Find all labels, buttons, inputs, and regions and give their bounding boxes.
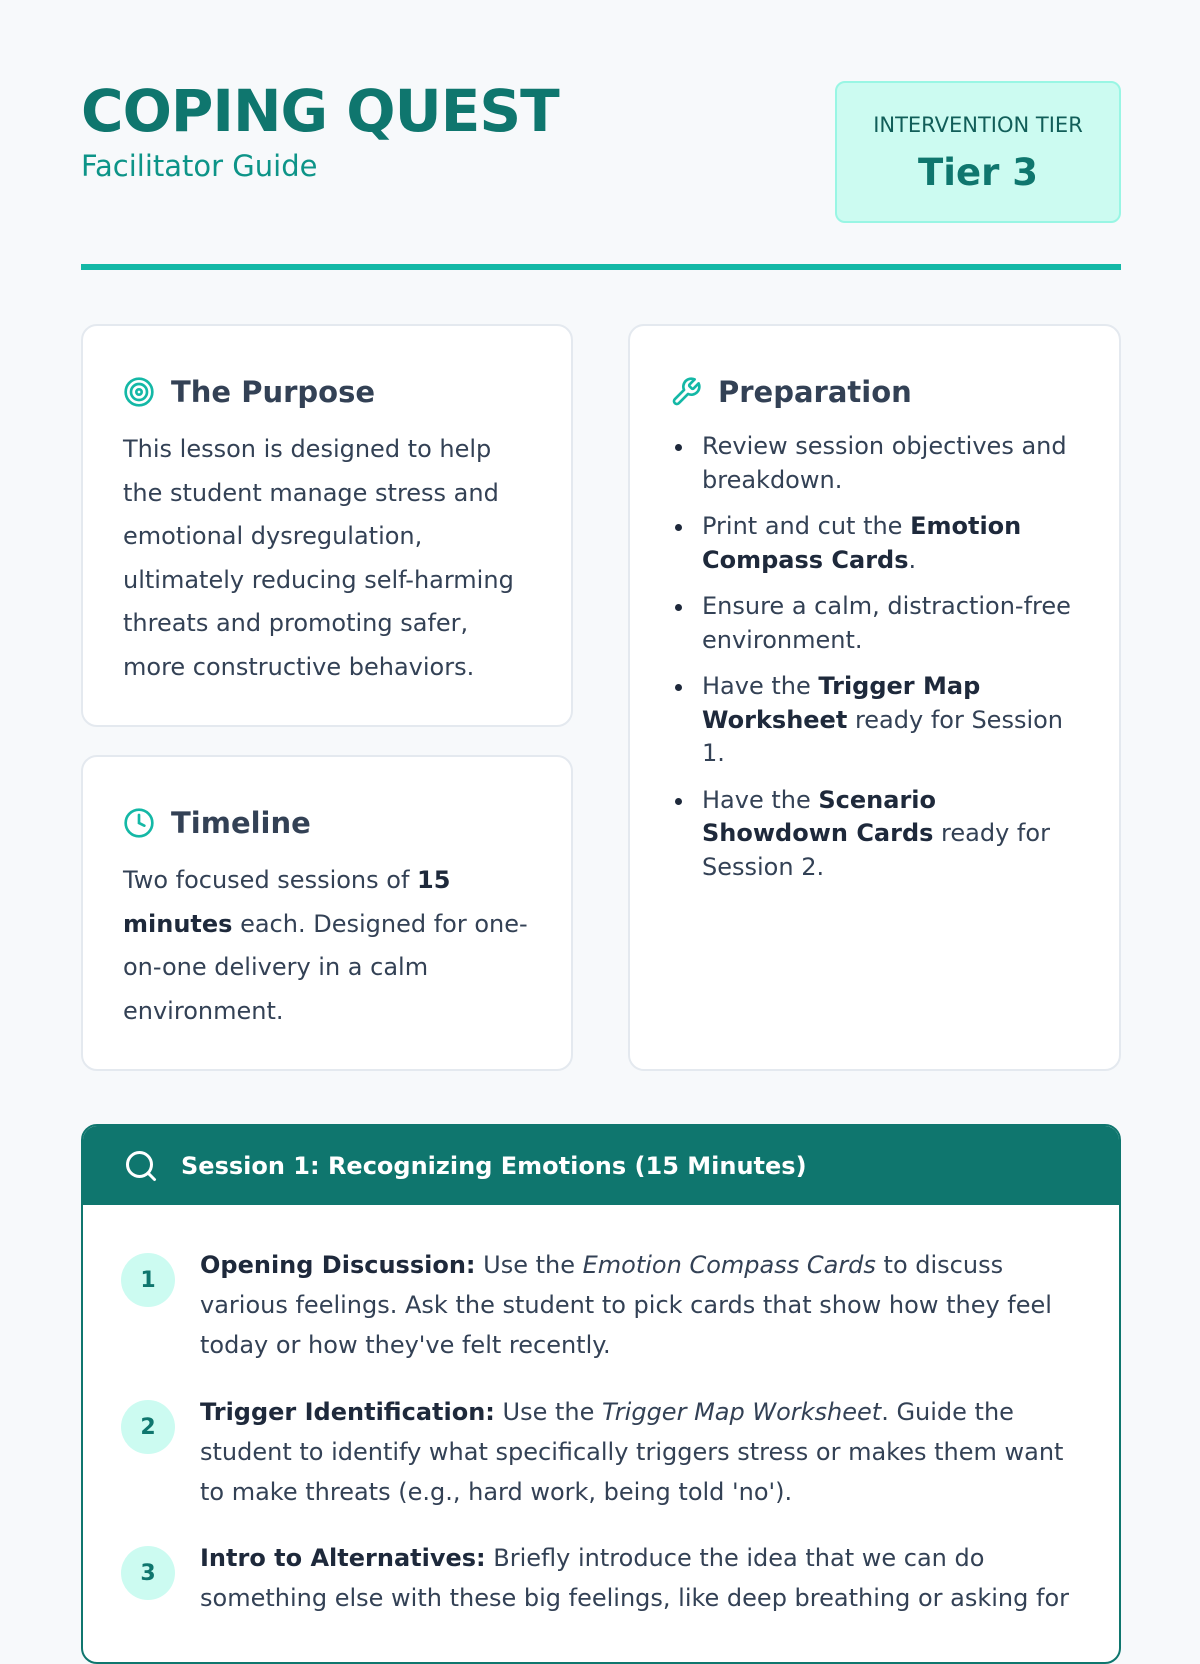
prep-text: Print and cut the — [702, 512, 911, 540]
preparation-item — [702, 784, 1079, 885]
target-icon — [123, 376, 155, 408]
timeline-duration: 15 minutes — [123, 866, 451, 938]
prep-text-post: . — [908, 545, 917, 574]
step-text — [200, 1245, 1073, 1365]
prep-text: Review session objectives and breakdown. — [702, 432, 1067, 494]
facilitator-guide-page — [81, 0, 1121, 1612]
step-number-badge: 3 — [121, 1546, 175, 1600]
prep-text: Have the — [702, 785, 819, 814]
step-text-post: . Guide the student to identify what specifically triggers stress or makes them want to make threats (e.g., hard work, being told 'no'). — [200, 1398, 1064, 1506]
timeline-title: Timeline — [171, 806, 311, 840]
step-label: Intro to Alternatives: — [200, 1544, 486, 1572]
step-number-badge: 1 — [121, 1253, 175, 1307]
step-label: Trigger Identification: — [200, 1398, 495, 1426]
session-1-title: Session 1: Recognizing Emotions (15 Minutes) — [181, 1151, 807, 1180]
preparation-list — [702, 430, 1079, 897]
timeline-text — [123, 859, 531, 1033]
purpose-card-header — [123, 372, 375, 412]
step-text-pre: Use the — [494, 1398, 602, 1426]
preparation-title: Preparation — [718, 375, 912, 409]
step-text-pre: Use the — [475, 1251, 583, 1279]
page-header — [81, 0, 1121, 268]
preparation-item — [702, 510, 1079, 577]
purpose-text: This lesson is designed to help the student manage stress and emotional dysregulation, ultimately reducing self-harming threats and promoting safer, more constructive behaviors. — [123, 435, 514, 681]
prep-text-post: ready for Session 2. — [702, 819, 1050, 881]
prep-text: Ensure a calm, distraction-free environment. — [702, 592, 1071, 654]
timeline-card-header — [123, 803, 311, 843]
timeline-text-post: each. Designed for one-on-one delivery in a calm environment. — [123, 909, 528, 1025]
search-icon — [123, 1148, 159, 1184]
timeline-text-pre: Two focused sessions of — [123, 866, 418, 894]
page-title: COPING QUEST — [81, 77, 559, 145]
preparation-item — [702, 590, 1079, 657]
page-subtitle: Facilitator Guide — [81, 149, 318, 183]
timeline-card — [81, 755, 573, 1071]
tier-value: Tier 3 — [918, 151, 1038, 194]
tier-badge — [835, 81, 1121, 223]
step-text-pre: Briefly introduce the idea that we can do something else with these big feelings, like deep breathing or asking for — [200, 1544, 1069, 1612]
clock-icon — [123, 807, 155, 839]
preparation-card-header — [670, 372, 912, 412]
preparation-card — [628, 324, 1121, 1071]
step-text — [200, 1392, 1073, 1512]
step-material: Emotion Compass Cards — [582, 1251, 876, 1279]
step-number-badge: 2 — [121, 1400, 175, 1454]
wrench-icon — [670, 376, 702, 408]
header-divider — [81, 264, 1121, 270]
step-material: Trigger Map Worksheet — [602, 1398, 882, 1426]
purpose-title: The Purpose — [171, 375, 376, 409]
tier-label: INTERVENTION TIER — [873, 113, 1083, 137]
step-text — [200, 1538, 1073, 1618]
session-1-header — [83, 1126, 1119, 1205]
preparation-item — [702, 670, 1079, 771]
purpose-card — [81, 324, 573, 727]
prep-material: Scenario Showdown Cards — [702, 785, 936, 847]
preparation-item — [702, 430, 1079, 497]
prep-text: Have the — [702, 672, 819, 700]
prep-material: Trigger Map Worksheet — [702, 672, 981, 734]
step-text-post: to discuss various feelings. Ask the student to pick cards that show how they feel today or how they've felt recently. — [200, 1251, 1052, 1359]
prep-text-post: ready for Session 1. — [702, 705, 1064, 767]
prep-material: Emotion Compass Cards — [702, 512, 1022, 574]
step-label: Opening Discussion: — [200, 1251, 476, 1279]
